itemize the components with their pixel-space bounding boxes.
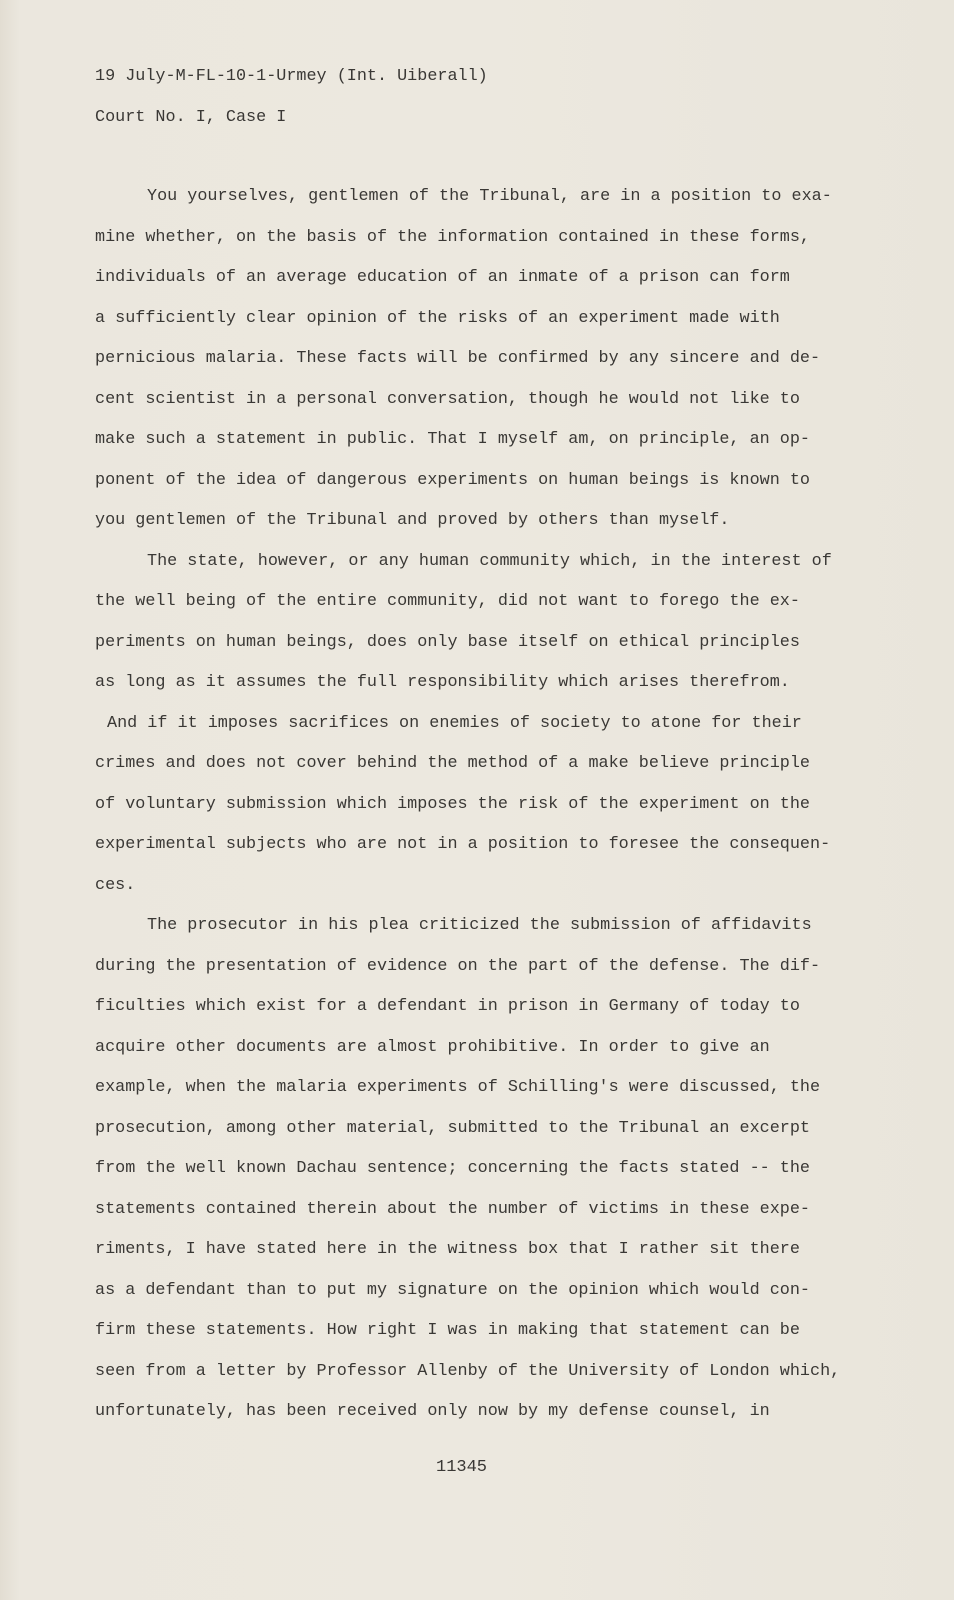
- text-line: as a defendant than to put my signature on the opinion which would con-: [95, 1280, 810, 1300]
- text-line: ficulties which exist for a defendant in prison in Germany of today to: [95, 997, 800, 1017]
- text-line: example, when the malaria experiments of Schilling's were discussed, the: [95, 1078, 821, 1098]
- text-line: The prosecutor in his plea criticized the submission of affidavits: [147, 916, 812, 936]
- text-line: make such a statement in public. That I myself am, on principle, an op-: [95, 430, 810, 450]
- text-line: the well being of the entire community, did not want to forego the ex-: [95, 592, 800, 612]
- text-line: you gentlemen of the Tribunal and proved by others than myself.: [95, 511, 730, 531]
- text-line: mine whether, on the basis of the information contained in these forms,: [95, 227, 810, 247]
- text-line: individuals of an average education of an inmate of a prison can form: [95, 268, 790, 288]
- text-line: You yourselves, gentlemen of the Tribunal, are in a position to exa-: [147, 187, 832, 206]
- page-number: 11345: [436, 1458, 488, 1477]
- text-line: firm these statements. How right I was in making that statement can be: [95, 1321, 800, 1341]
- text-line: ponent of the idea of dangerous experiments on human beings is known to: [95, 470, 810, 490]
- text-line: acquire other documents are almost prohibitive. In order to give an: [95, 1037, 770, 1057]
- text-line: unfortunately, has been received only now by my defense counsel, in: [95, 1402, 770, 1422]
- text-line: experimental subjects who are not in a position to foresee the consequen-: [95, 835, 831, 855]
- document-body: [95, 177, 895, 1433]
- text-line: of voluntary submission which imposes the risk of the experiment on the: [95, 794, 810, 814]
- text-line: seen from a letter by Professor Allenby of the University of London which,: [95, 1361, 841, 1381]
- text-line: The state, however, or any human community which, in the interest of: [147, 551, 832, 571]
- text-line: ces.: [95, 875, 136, 895]
- text-line: pernicious malaria. These facts will be confirmed by any sincere and de-: [95, 349, 821, 369]
- text-line: riments, I have stated here in the witness box that I rather sit there: [95, 1240, 800, 1260]
- text-line: a sufficiently clear opinion of the risks of an experiment made with: [95, 308, 780, 328]
- text-line: crimes and does not cover behind the method of a make believe principle: [95, 754, 810, 774]
- court-case-header: Court No. I, Case I: [95, 108, 287, 127]
- document-reference-header: 19 July-M-FL-10-1-Urmey (Int. Uiberall): [95, 67, 488, 86]
- text-line: from the well known Dachau sentence; concerning the facts stated -- the: [95, 1159, 810, 1179]
- text-line: during the presentation of evidence on the part of the defense. The dif-: [95, 956, 821, 976]
- text-line: cent scientist in a personal conversation, though he would not like to: [95, 389, 800, 409]
- text-line: prosecution, among other material, submitted to the Tribunal an excerpt: [95, 1118, 810, 1138]
- text-line: statements contained therein about the number of victims in these expe-: [95, 1199, 810, 1219]
- text-line: as long as it assumes the full responsibility which arises therefrom.: [95, 673, 790, 693]
- text-line: periments on human beings, does only base itself on ethical principles: [95, 632, 800, 652]
- text-line: And if it imposes sacrifices on enemies of society to atone for their: [107, 713, 802, 733]
